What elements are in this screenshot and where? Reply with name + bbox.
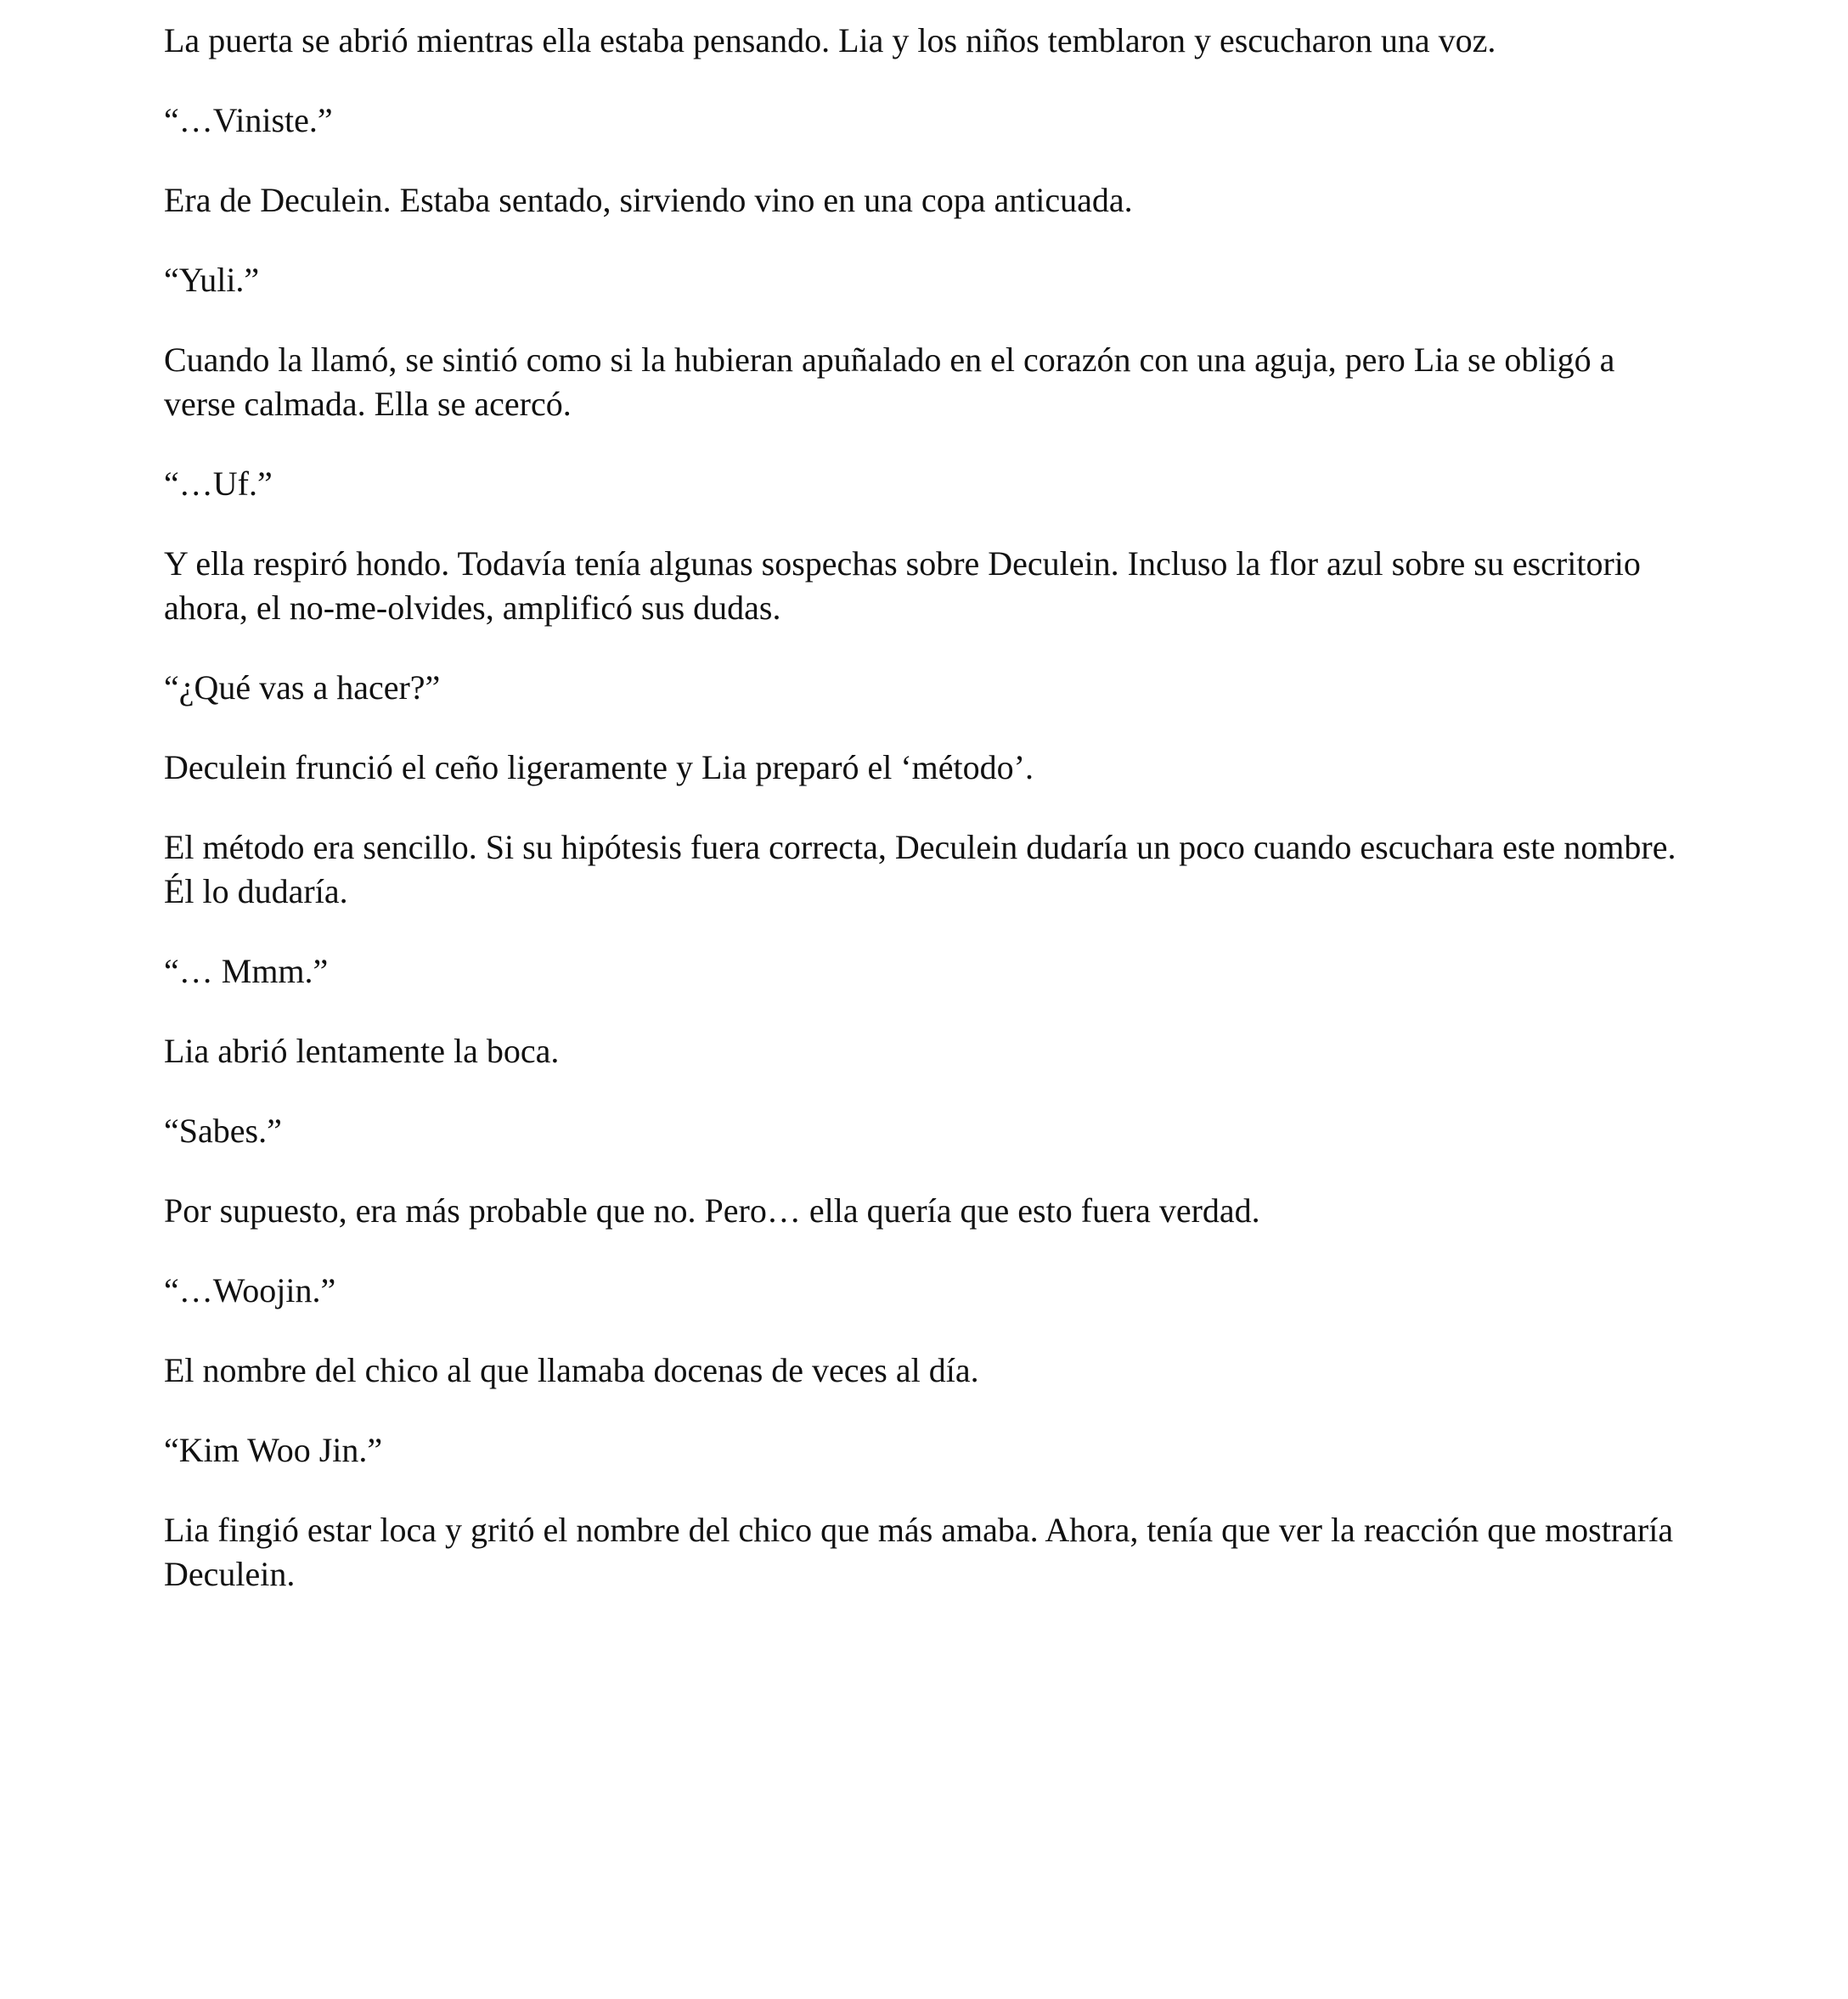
paragraph-3: Era de Deculein. Estaba sentado, sirviendo vino en una copa anticuada. bbox=[164, 181, 1133, 219]
paragraph-9: Deculein frunció el ceño ligeramente y Lia preparó el ‘método’. bbox=[164, 748, 1034, 786]
paragraph-15: “…Woojin.” bbox=[164, 1271, 336, 1309]
paragraph-7: Y ella respiró hondo. Todavía tenía algunas sospechas sobre Deculein. Incluso la flor azul sobre su escritorio ahora, el no-me-olvides, amplificó sus dudas. bbox=[164, 544, 1641, 627]
paragraph-4: “Yuli.” bbox=[164, 261, 260, 299]
paragraph-11: “… Mmm.” bbox=[164, 952, 329, 990]
paragraph-13: “Sabes.” bbox=[164, 1112, 282, 1150]
paragraph-5: Cuando la llamó, se sintió como si la hubieran apuñalado en el corazón con una aguja, pero Lia se obligó a verse calmada. Ella se acercó. bbox=[164, 341, 1615, 423]
paragraph-10: El método era sencillo. Si su hipótesis fuera correcta, Deculein dudaría un poco cuando escuchara este nombre. Él lo dudaría. bbox=[164, 828, 1676, 910]
document-page bbox=[164, 19, 1693, 1632]
paragraph-8: “¿Qué vas a hacer?” bbox=[164, 668, 441, 707]
paragraph-6: “…Uf.” bbox=[164, 465, 273, 503]
paragraph-16: El nombre del chico al que llamaba docenas de veces al día. bbox=[164, 1351, 979, 1389]
paragraph-17: “Kim Woo Jin.” bbox=[164, 1431, 383, 1469]
paragraph-2: “…Viniste.” bbox=[164, 101, 333, 139]
paragraph-12: Lia abrió lentamente la boca. bbox=[164, 1032, 560, 1070]
paragraph-1: La puerta se abrió mientras ella estaba pensando. Lia y los niños temblaron y escucharon una voz. bbox=[164, 21, 1496, 59]
paragraph-18: Lia fingió estar loca y gritó el nombre del chico que más amaba. Ahora, tenía que ver la reacción que mostraría Deculein. bbox=[164, 1511, 1674, 1593]
paragraph-14: Por supuesto, era más probable que no. Pero… ella quería que esto fuera verdad. bbox=[164, 1191, 1260, 1230]
